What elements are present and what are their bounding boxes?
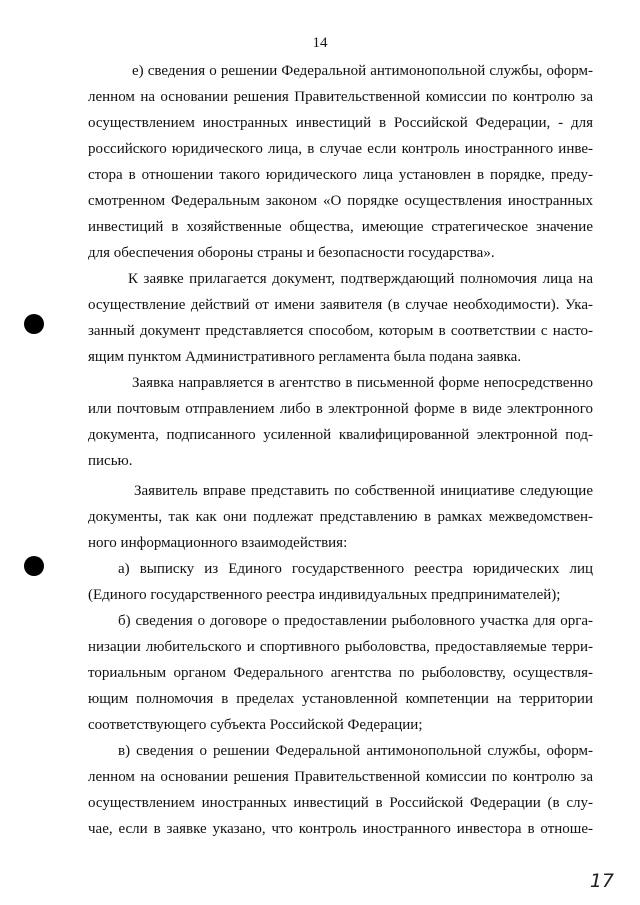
paragraph-b xyxy=(88,608,593,738)
text-line: е) сведения о решении Федеральной антимонопольной службы, оформ- xyxy=(132,63,593,79)
handwritten-page-mark: 17 xyxy=(589,870,614,892)
text-line: б) сведения о договоре о предоставлении рыболовного участка для орга- xyxy=(118,613,593,629)
punch-hole-lower xyxy=(24,556,44,576)
punch-hole-upper xyxy=(24,314,44,334)
text-line: документа, подписанного усиленной квалифицированной электронной под- xyxy=(88,427,593,443)
text-line: осуществлением иностранных инвестиций в Российской Федерации, - для xyxy=(88,115,593,131)
text-line: стора в отношении такого юридического лица установлен в порядке, преду- xyxy=(88,167,593,183)
text-line: Заявитель вправе представить по собственной инициативе следующие xyxy=(134,483,593,499)
text-line: ящим пунктом Административного регламента была подана заявка. xyxy=(88,349,522,365)
paragraph-v xyxy=(88,738,593,842)
text-line: в) сведения о решении Федеральной антимонопольной службы, оформ- xyxy=(118,743,593,759)
text-line: ющим полномочия в пределах установленной компетенции на территории xyxy=(88,691,593,707)
page-number: 14 xyxy=(312,35,328,51)
text-line: занный документ представляется способом, которым в соответствии с насто- xyxy=(88,323,593,339)
text-line: (Единого государственного реестра индивидуальных предпринимателей); xyxy=(88,587,561,603)
text-line: ториальным органом Федерального агентства по рыболовству, осуществля- xyxy=(88,665,593,681)
paragraph-a xyxy=(88,556,593,608)
text-line: документы, так как они подлежат представлению в рамках межведомствен- xyxy=(88,509,593,525)
paragraph-applicant-right xyxy=(88,478,593,556)
text-line: чае, если в заявке указано, что контроль иностранного инвестора в отноше- xyxy=(88,821,593,837)
text-line: Заявка направляется в агентство в письменной форме непосредственно xyxy=(132,375,593,391)
text-line: российского юридического лица, в случае если контроль иностранного инве- xyxy=(88,141,593,157)
paragraph-attachment xyxy=(88,266,593,370)
text-line: для обеспечения обороны страны и безопасности государства». xyxy=(88,245,495,261)
text-line: или почтовым отправлением либо в электронной форме в виде электронного xyxy=(88,401,593,417)
text-line: ленном на основании решения Правительственной комиссии по контролю за xyxy=(88,769,593,785)
text-line: ного информационного взаимодействия: xyxy=(88,535,348,551)
text-line: низации любительского и спортивного рыболовства, предоставляемые терри- xyxy=(88,639,593,655)
text-line: ленном на основании решения Правительственной комиссии по контролю за xyxy=(88,89,593,105)
text-line: К заявке прилагается документ, подтверждающий полномочия лица на xyxy=(128,271,593,287)
text-line: инвестиций в хозяйственные общества, имеющие стратегическое значение xyxy=(88,219,593,235)
text-line: смотренном Федеральным законом «О порядке осуществления иностранных xyxy=(88,193,593,209)
paragraph-submission xyxy=(88,370,593,474)
text-line: писью. xyxy=(88,453,133,469)
text-line: осуществлением иностранных инвестиций в Российской Федерации (в слу- xyxy=(88,795,593,811)
text-line: осуществление действий от имени заявителя (в случае необходимости). Ука- xyxy=(88,297,593,313)
text-line: а) выписку из Единого государственного реестра юридических лиц xyxy=(118,561,593,577)
paragraph-e xyxy=(88,58,593,266)
text-line: соответствующего субъекта Российской Федерации; xyxy=(88,717,423,733)
